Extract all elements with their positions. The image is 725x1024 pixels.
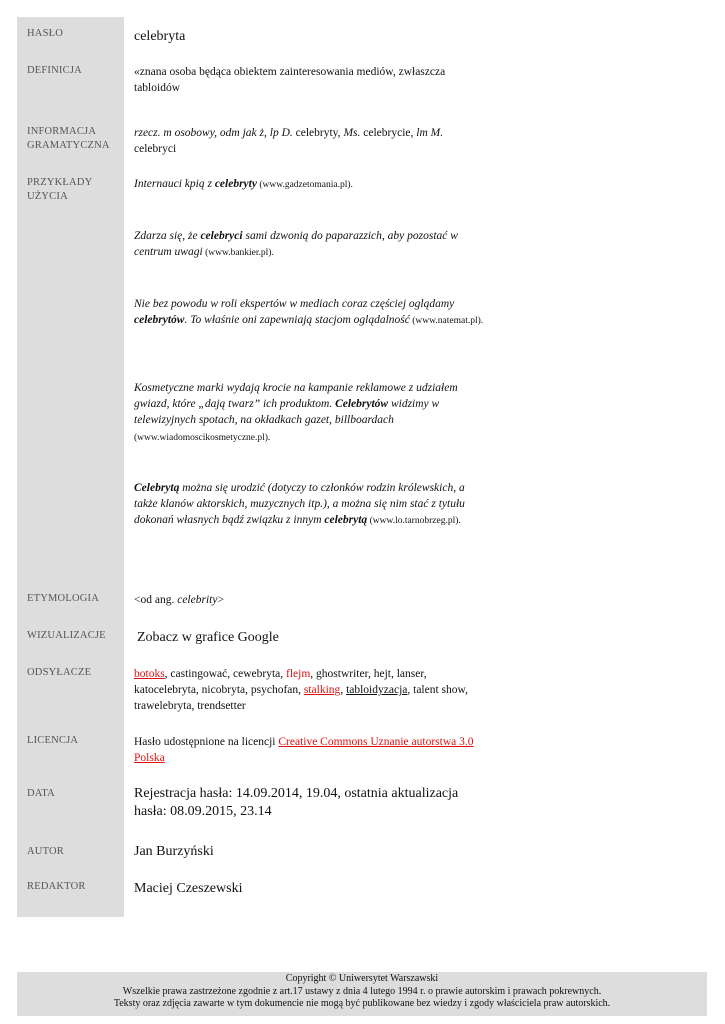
example-4: Kosmetyczne marki wydają krocie na kampanie reklamowe z udziałem gwiazd, które „dają twarz” ich produktom. Celebrytów widzimy w telewizyjnych spotach, na okładkach gazet, billboardach (www.wiadomoscikosmetyczne.pl). xyxy=(134,382,458,443)
row-odsylacze xyxy=(17,656,487,724)
row-wizualizacje xyxy=(17,619,487,656)
example-3: Nie bez powodu w roli ekspertów w mediach coraz częściej oglądamy celebrytów. To właśnie oni zapewniają stacjom oglądalność (www.natemat.pl). xyxy=(134,298,484,326)
label-etymologia: ETYMOLOGIA xyxy=(17,582,124,619)
row-data xyxy=(17,777,487,833)
cross-references: botoks, castingować, cewebryta, flejm, ghostwriter, hejt, lanser, katocelebryta, nicobryta, psychofan, stalking, tabloidyzacja, talent show, trawelebryta, trendsetter xyxy=(134,668,468,712)
row-redaktor xyxy=(17,870,487,917)
label-haslo: HASŁO xyxy=(17,17,124,54)
usage-notice: Teksty oraz zdjęcia zawarte w tym dokumencie nie mogą być publikowane bez wiedzy i zgody właściciela praw autorskich. xyxy=(113,998,611,1009)
license: Hasło udostępnione na licencji Creative Commons Uznanie autorstwa 3.0 Polska xyxy=(134,736,474,764)
row-przyklady xyxy=(17,166,487,582)
example-1: Internauci kpią z celebryty (www.gadzetomania.pl). xyxy=(134,178,353,190)
example-source: (www.natemat.pl). xyxy=(409,316,484,326)
label-licencja: LICENCJA xyxy=(17,724,124,777)
definition-text: «znana osoba będąca obiektem zainteresowania mediów, zwłaszcza tabloidów xyxy=(134,66,446,94)
link-flejm[interactable]: flejm xyxy=(286,668,311,680)
editor: Maciej Czeszewski xyxy=(134,881,243,896)
row-autor xyxy=(17,833,487,870)
example-source: (www.wiadomoscikosmetyczne.pl). xyxy=(134,433,271,443)
example-2: Zdarza się, że celebryci sami dzwonią do paparazzich, aby pozostać w centrum uwagi (www.bankier.pl). xyxy=(134,230,458,258)
row-definicja xyxy=(17,54,487,115)
link-botoks[interactable]: botoks xyxy=(134,668,165,680)
label-wizualizacje: WIZUALIZACJE xyxy=(17,619,124,656)
license-link[interactable]: Creative Commons Uznanie autorstwa 3.0 Polska xyxy=(134,736,474,764)
row-licencja xyxy=(17,724,487,777)
grammar-part: rzecz. m osobowy, odm jak ż, lp D. xyxy=(134,127,293,139)
label-definicja: DEFINICJA xyxy=(17,54,124,115)
label-przyklady: PRZYKŁADY UŻYCIA xyxy=(17,166,124,582)
dictionary-entry xyxy=(17,17,487,917)
grammar-part: lm M. xyxy=(416,127,444,139)
headword: celebryta xyxy=(134,29,186,44)
label-autor: AUTOR xyxy=(17,833,124,870)
example-source: (www.bankier.pl). xyxy=(202,248,274,258)
copyright: Copyright © Uniwersytet Warszawski xyxy=(285,973,439,984)
footer xyxy=(17,972,707,1016)
google-images-link[interactable]: Zobacz w grafice Google xyxy=(137,630,279,645)
grammar-part: celebryci xyxy=(134,143,177,155)
row-haslo xyxy=(17,17,487,54)
examples xyxy=(124,166,487,582)
label-informacja: INFORMACJA GRAMATYCZNA xyxy=(17,115,124,166)
row-informacja xyxy=(17,115,487,166)
link-tabloidyzacja[interactable]: tabloidyzacja xyxy=(346,684,408,696)
label-data: DATA xyxy=(17,777,124,833)
label-redaktor: REDAKTOR xyxy=(17,870,124,917)
grammar-part: Ms. xyxy=(343,127,361,139)
author: Jan Burzyński xyxy=(134,844,214,859)
row-etymologia xyxy=(17,582,487,619)
grammar-part: celebrycie, xyxy=(360,127,417,139)
rights-notice: Wszelkie prawa zastrzeżone zgodnie z art.17 ustawy z dnia 4 lutego 1994 r. o prawie autorskim i prawach pokrewnych. xyxy=(122,985,602,997)
label-odsylacze: ODSYŁACZE xyxy=(17,656,124,724)
example-5: Celebrytą można się urodzić (dotyczy to członków rodzin królewskich, a także klanów aktorskich, muzycznych itp.), a można się nim stać z tytułu dokonań własnych bądź związku z innym celebrytą (www.lo.tarnobrzeg.pl). xyxy=(134,482,465,526)
dates: Rejestracja hasła: 14.09.2014, 19.04, ostatnia aktualizacja hasła: 08.09.2015, 23.14 xyxy=(134,786,459,819)
link-stalking[interactable]: stalking xyxy=(303,684,341,696)
etymology: <od ang. celebrity> xyxy=(134,594,224,606)
grammar-part: celebryty, xyxy=(292,127,344,139)
example-source: (www.lo.tarnobrzeg.pl). xyxy=(367,516,461,526)
grammar-info xyxy=(124,115,487,166)
example-source: (www.gadzetomania.pl). xyxy=(256,180,353,190)
